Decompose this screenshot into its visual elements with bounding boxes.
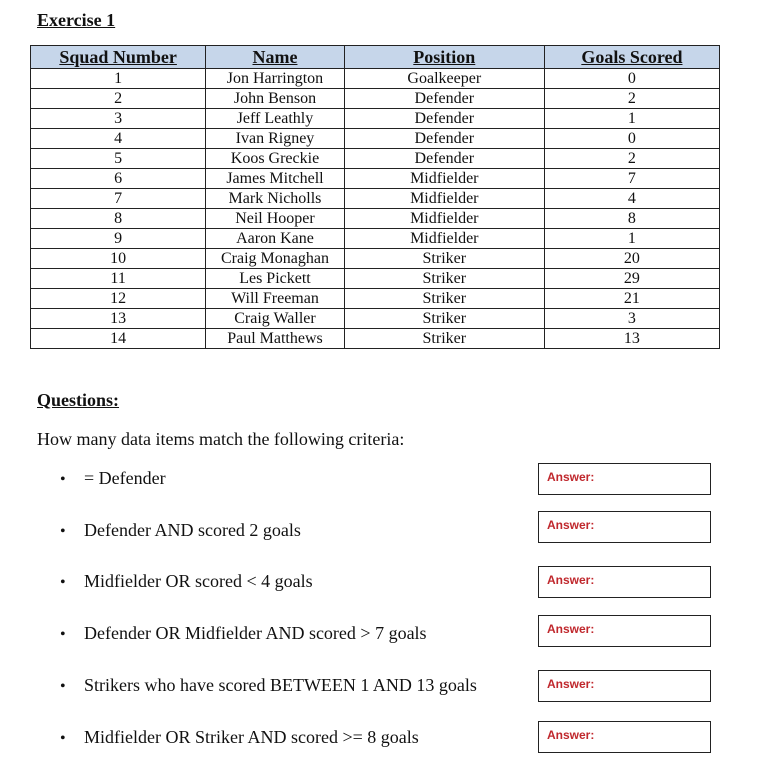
question-text: Strikers who have scored BETWEEN 1 AND 13 goals [84,675,477,695]
cell-goals-scored: 7 [544,169,719,189]
header-name: Name [206,46,345,69]
cell-position: Striker [344,269,544,289]
cell-name: Mark Nicholls [206,189,345,209]
table-row [31,109,720,129]
cell-goals-scored: 2 [544,89,719,109]
question-item [60,675,477,696]
cell-name: Craig Waller [206,309,345,329]
cell-name: Ivan Rigney [206,129,345,149]
question-item [60,468,166,489]
header-squad-number: Squad Number [31,46,206,69]
cell-position: Midfielder [344,209,544,229]
cell-squad-number: 4 [31,129,206,149]
answer-box[interactable] [538,511,711,543]
cell-squad-number: 8 [31,209,206,229]
cell-squad-number: 5 [31,149,206,169]
cell-name: Les Pickett [206,269,345,289]
question-text: Defender OR Midfielder AND scored > 7 goals [84,623,427,643]
table-row [31,69,720,89]
cell-position: Midfielder [344,229,544,249]
answer-label: Answer: [547,622,595,636]
cell-position: Striker [344,249,544,269]
cell-name: Jon Harrington [206,69,345,89]
bullet-icon: • [60,678,66,695]
question-item [60,623,427,644]
question-text: = Defender [84,468,166,488]
exercise-title: Exercise 1 [37,10,116,30]
cell-position: Striker [344,309,544,329]
cell-squad-number: 11 [31,269,206,289]
table-row [31,309,720,329]
cell-name: Jeff Leathly [206,109,345,129]
cell-position: Goalkeeper [344,69,544,89]
question-item [60,727,419,748]
table-row [31,209,720,229]
cell-name: Aaron Kane [206,229,345,249]
questions-intro: How many data items match the following criteria: [37,429,405,449]
cell-goals-scored: 8 [544,209,719,229]
table-row [31,89,720,109]
answer-box[interactable] [538,721,711,753]
cell-position: Defender [344,149,544,169]
cell-name: Koos Greckie [206,149,345,169]
cell-name: Neil Hooper [206,209,345,229]
table-row [31,329,720,349]
question-item [60,520,301,541]
answer-box[interactable] [538,566,711,598]
cell-squad-number: 12 [31,289,206,309]
cell-goals-scored: 1 [544,109,719,129]
bullet-icon: • [60,626,66,643]
cell-goals-scored: 3 [544,309,719,329]
cell-position: Striker [344,289,544,309]
table-row [31,269,720,289]
cell-squad-number: 7 [31,189,206,209]
header-goals-scored: Goals Scored [544,46,719,69]
answer-label: Answer: [547,518,595,532]
answer-box[interactable] [538,615,711,647]
bullet-icon: • [60,730,66,747]
cell-goals-scored: 0 [544,129,719,149]
bullet-icon: • [60,523,66,540]
table-row [31,149,720,169]
cell-squad-number: 6 [31,169,206,189]
cell-name: John Benson [206,89,345,109]
cell-name: Craig Monaghan [206,249,345,269]
question-text: Defender AND scored 2 goals [84,520,301,540]
cell-squad-number: 1 [31,69,206,89]
squad-table [30,45,720,349]
answer-box[interactable] [538,463,711,495]
cell-goals-scored: 4 [544,189,719,209]
cell-position: Midfielder [344,189,544,209]
cell-name: Will Freeman [206,289,345,309]
cell-squad-number: 14 [31,329,206,349]
table-row [31,169,720,189]
answer-box[interactable] [538,670,711,702]
table-row [31,229,720,249]
cell-position: Midfielder [344,169,544,189]
cell-position: Defender [344,89,544,109]
cell-goals-scored: 1 [544,229,719,249]
cell-goals-scored: 0 [544,69,719,89]
table-row [31,129,720,149]
answer-label: Answer: [547,677,595,691]
cell-squad-number: 9 [31,229,206,249]
questions-heading: Questions: [37,390,120,410]
table-body [31,69,720,349]
table-header-row [31,46,720,69]
cell-position: Striker [344,329,544,349]
cell-squad-number: 13 [31,309,206,329]
cell-name: Paul Matthews [206,329,345,349]
cell-position: Defender [344,109,544,129]
cell-squad-number: 10 [31,249,206,269]
cell-squad-number: 3 [31,109,206,129]
header-position: Position [344,46,544,69]
table-row [31,289,720,309]
answer-label: Answer: [547,728,595,742]
cell-goals-scored: 20 [544,249,719,269]
question-text: Midfielder OR Striker AND scored >= 8 goals [84,727,419,747]
cell-goals-scored: 21 [544,289,719,309]
bullet-icon: • [60,574,66,591]
cell-goals-scored: 29 [544,269,719,289]
table-row [31,189,720,209]
cell-position: Defender [344,129,544,149]
answer-label: Answer: [547,573,595,587]
cell-name: James Mitchell [206,169,345,189]
question-item [60,571,313,592]
answer-label: Answer: [547,470,595,484]
cell-squad-number: 2 [31,89,206,109]
table-row [31,249,720,269]
cell-goals-scored: 2 [544,149,719,169]
question-text: Midfielder OR scored < 4 goals [84,571,313,591]
bullet-icon: • [60,471,66,488]
cell-goals-scored: 13 [544,329,719,349]
